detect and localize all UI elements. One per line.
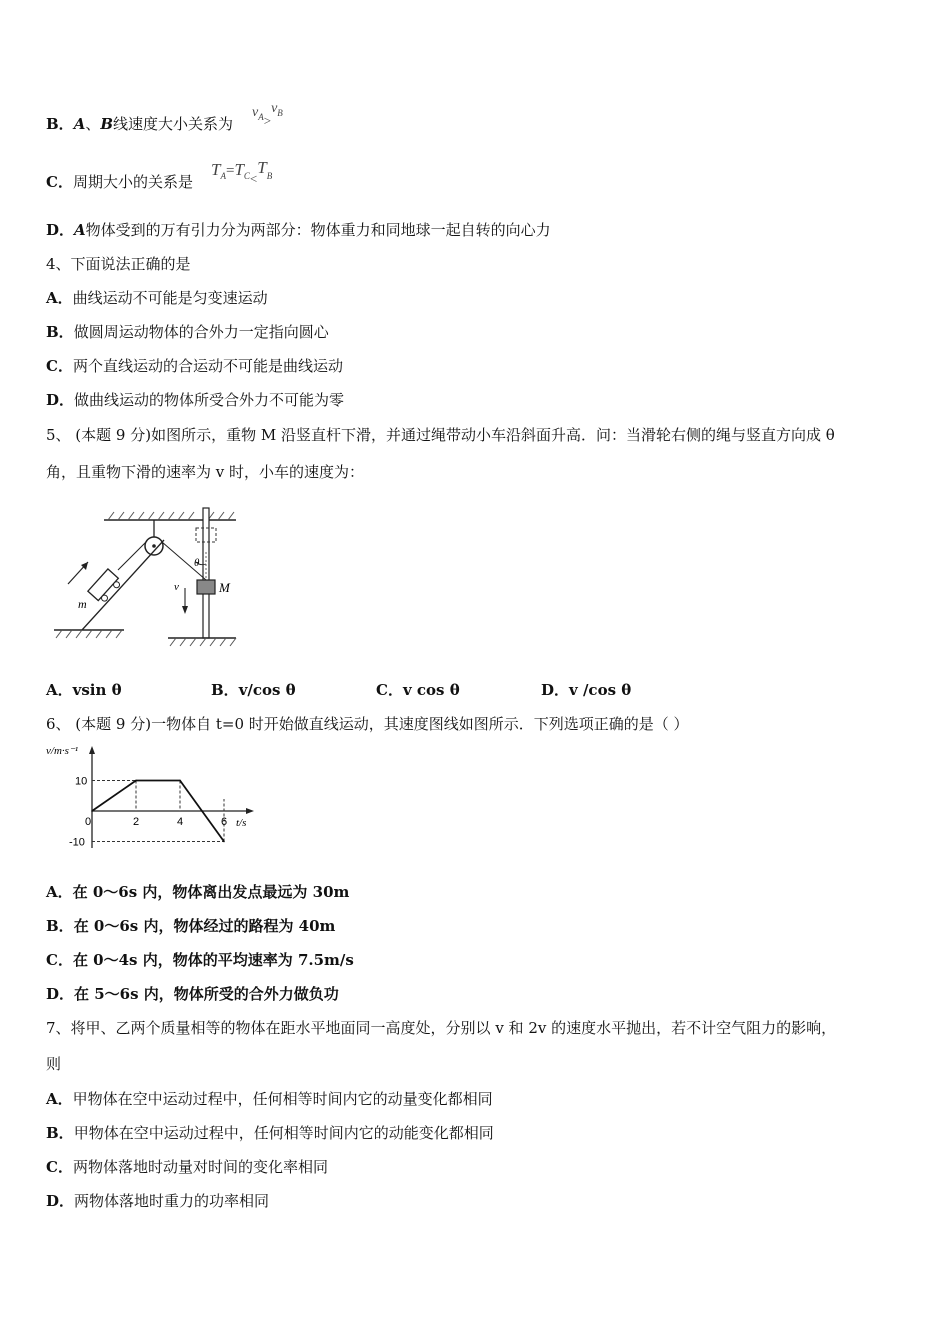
velocity-relation-formula: $v_A>v_B$: [252, 101, 283, 128]
q5-options: [46, 680, 631, 700]
mass-label-M: M: [219, 580, 230, 595]
x-tick-label: 6: [221, 816, 228, 828]
q6-option-c: C．在 0～4s 内，物体的平均速率为 7.5m/s: [46, 951, 354, 969]
q4-stem: 4、下面说法正确的是: [46, 255, 191, 273]
y-tick-label: -10: [69, 836, 85, 849]
q5-option-d: D．v /cos θ: [541, 681, 632, 699]
y-tick-label: 10: [75, 775, 88, 788]
mass-label-m: m: [78, 597, 87, 611]
angle-label: θ: [194, 557, 200, 569]
option-text: 周期大小的关系是: [72, 173, 193, 191]
data-point: [91, 810, 93, 812]
q3-option-b: [46, 114, 233, 134]
option-label: D．: [46, 221, 75, 239]
q6-stem: 6、 (本题 9 分)一物体自 t=0 时开始做直线运动，其速度图线如图所示．下列选项正确的是（ ）: [46, 715, 689, 733]
period-relation-formula: $T_A=T_C<T_B$: [211, 158, 273, 186]
symbol-a: A: [73, 115, 86, 133]
option-text: 物体受到的万有引力分为两部分：物体重力和同地球一起自转的向心力: [85, 221, 551, 239]
y-axis-label: v/m·s⁻¹: [46, 745, 79, 757]
q6-option-b: B．在 0～6s 内，物体经过的路程为 40m: [46, 917, 336, 935]
x-tick-label: 2: [133, 816, 140, 828]
symbol-a: A: [74, 221, 86, 239]
q6-option-a: A．在 0～6s 内，物体离出发点最远为 30m: [46, 883, 350, 901]
data-point: [223, 841, 225, 843]
q7-stem-line2: 则: [46, 1055, 62, 1073]
q6-option-d: D．在 5～6s 内，物体所受的合外力做负功: [46, 985, 339, 1003]
symbol-b: B: [100, 115, 114, 133]
data-point: [135, 780, 137, 782]
q5-stem-line2: 角，且重物下滑的速率为 v 时，小车的速度为：: [46, 463, 365, 481]
data-point: [179, 780, 181, 782]
q4-option-d: D．做曲线运动的物体所受合外力不可能为零: [46, 391, 345, 409]
option-label: B．: [46, 115, 74, 133]
q3-option-c: [46, 172, 193, 192]
q4-option-a: A．曲线运动不可能是匀变速运动: [46, 289, 268, 307]
q7-option-b: B．甲物体在空中运动过程中，任何相等时间内它的动能变化都相同: [46, 1124, 494, 1142]
q5-option-a: A．vsin θ: [46, 681, 122, 699]
block-M: [197, 580, 215, 594]
option-label: C．: [46, 173, 73, 191]
q7-option-a: A．甲物体在空中运动过程中，任何相等时间内它的动量变化都相同: [46, 1090, 493, 1108]
x-tick-label: 0: [85, 816, 92, 828]
separator: 、: [85, 115, 101, 133]
q7-stem-line1: 7、将甲、乙两个质量相等的物体在距水平地面同一高度处，分别以 v 和 2v 的速度水平抛出，若不计空气阻力的影响，: [46, 1019, 837, 1037]
q7-option-d: D．两物体落地时重力的功率相同: [46, 1192, 270, 1210]
q5-option-b: B．v/cos θ: [211, 681, 296, 699]
q3-option-d: [46, 220, 551, 240]
pulley-incline-diagram: [46, 492, 246, 648]
q4-option-c: C．两个直线运动的合运动不可能是曲线运动: [46, 357, 343, 375]
x-axis-label: t/s: [236, 817, 247, 829]
q4-option-b: B．做圆周运动物体的合外力一定指向圆心: [46, 323, 329, 341]
q5-option-c: C．v cos θ: [376, 681, 460, 699]
data-point: [201, 810, 203, 812]
velocity-label: v: [174, 581, 179, 593]
velocity-time-chart: [44, 742, 274, 854]
x-tick-label: 4: [177, 816, 184, 828]
option-text: 线速度大小关系为: [113, 115, 234, 133]
cart: [88, 569, 123, 605]
q5-stem-line1: 5、 (本题 9 分)如图所示，重物 M 沿竖直杆下滑，并通过绳带动小车沿斜面升高．问：当滑轮右侧的绳与竖直方向成 θ: [46, 426, 835, 444]
q7-option-c: C．两物体落地时动量对时间的变化率相同: [46, 1158, 328, 1176]
